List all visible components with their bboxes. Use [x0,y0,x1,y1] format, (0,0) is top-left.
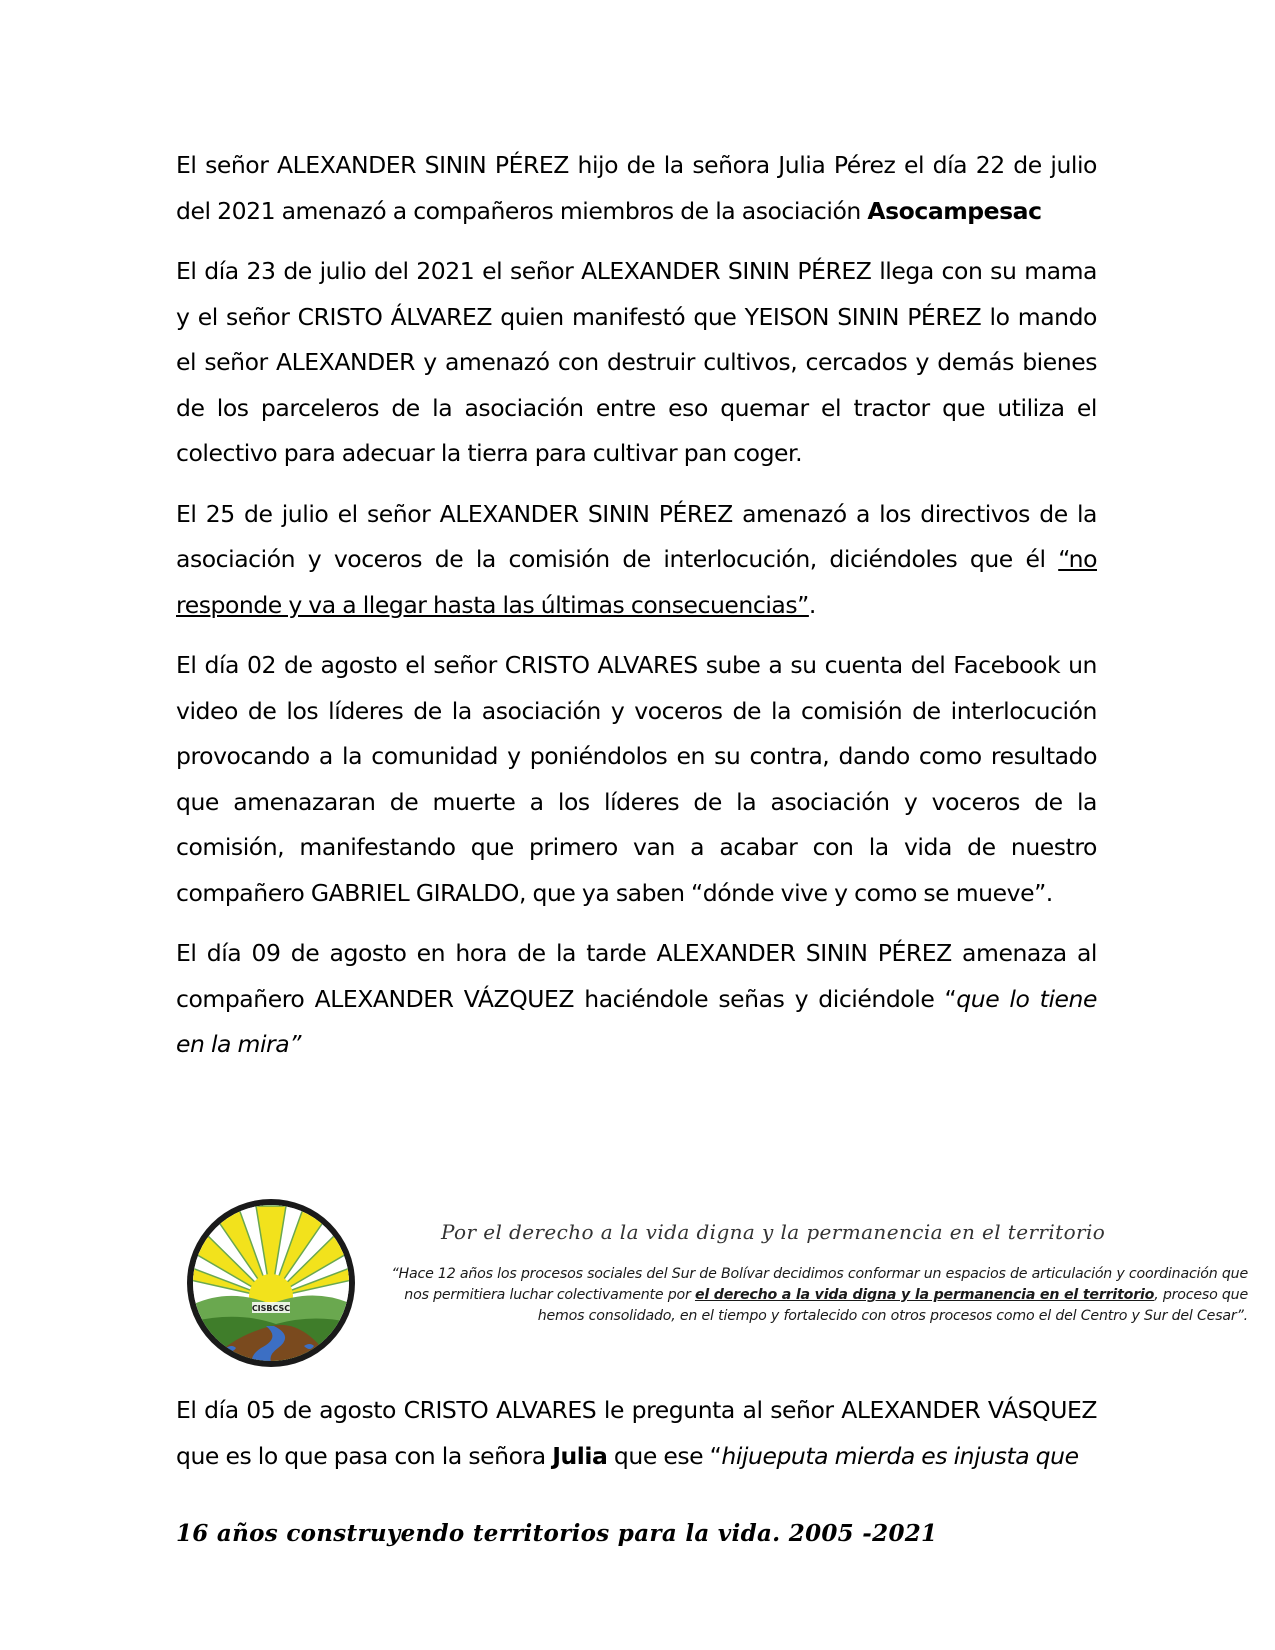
paragraph-1 [176,143,1097,234]
underlined-quote: “no responde y va a llegar hasta las últimas consecuencias” [176,545,1097,619]
paragraph-2: El día 23 de julio del 2021 el señor ALEXANDER SININ PÉREZ llega con su mama y el señor CRISTO ÁLVAREZ quien manifestó que YEISON SININ PÉREZ lo mando el señor ALEXANDER y amenazó con destruir cultivos, cercados y demás bienes de los parceleros de la asociación entre eso quemar el tractor que utiliza el colectivo para adecuar la tierra para cultivar pan coger. [176,257,1097,467]
paragraph-5 [176,931,1097,1068]
paragraph-3-end: . [808,590,816,619]
paragraph-6-quote: hijueputa mierda es injusta que [721,1441,1079,1470]
paragraph-6-text: El día 05 de agosto CRISTO ALVARES le pregunta al señor ALEXANDER VÁSQUEZ que es lo que pasa con la señora [176,1396,1097,1470]
paragraph-3-text: El 25 de julio el señor ALEXANDER SININ PÉREZ amenazó a los directivos de la asociación y voceros de la comisión de interlocución, diciéndoles que él [176,499,1097,573]
banner-quote-part-c: , proceso que hemos consolidado, en el tiempo y fortalecido con otros procesos como el del Centro y Sur del Cesar”. [537,1287,1248,1324]
paragraph-6 [176,1388,1097,1479]
paragraph-5-text: El día 09 de agosto en hora de la tarde ALEXANDER SININ PÉREZ amenaza al compañero ALEXANDER VÁZQUEZ haciéndole señas y diciéndole “ [176,939,1097,1013]
banner-quote-emphasis: el derecho a la vida digna y la permanencia en el territorio [694,1287,1155,1303]
paragraph-6-name: Julia [552,1441,608,1470]
paragraph-1-text: El señor ALEXANDER SININ PÉREZ hijo de la señora Julia Pérez el día 22 de julio del 2021 amenazó a compañeros miembros de la asociación [176,151,1097,225]
page-footer: 16 años construyendo territorios para la vida. 2005 -2021 [176,1520,938,1547]
banner-quote-part-a: “Hace 12 años los procesos sociales del Sur de Bolívar decidimos conformar un espacios de articulación y coordinación que nos permitiera luchar colectivamente por [391,1266,1248,1303]
logo-label: CISBCSC [251,1304,291,1313]
paragraph-6-mid: que ese “ [607,1441,722,1470]
organization-banner [186,1198,1248,1378]
banner-title: Por el derecho a la vida digna y la permanencia en el territorio [441,1220,1106,1244]
paragraph-3 [176,492,1097,629]
banner-quote [378,1264,1248,1327]
body-text [176,143,1097,1083]
association-name: Asocampesac [867,196,1042,225]
organization-logo-icon [186,1198,356,1368]
italic-quote: que lo tiene en la mira” [176,984,1097,1058]
lower-text [176,1388,1097,1479]
paragraph-4: El día 02 de agosto el señor CRISTO ALVARES sube a su cuenta del Facebook un video de los líderes de la asociación y voceros de la comisión de interlocución provocando a la comunidad y poniéndolos en su contra, dando como resultado que amenazaran de muerte a los líderes de la asociación y voceros de la comisión, manifestando que primero van a acabar con la vida de nuestro compañero GABRIEL GIRALDO, que ya saben “dónde vive y como se mueve”. [176,651,1097,907]
